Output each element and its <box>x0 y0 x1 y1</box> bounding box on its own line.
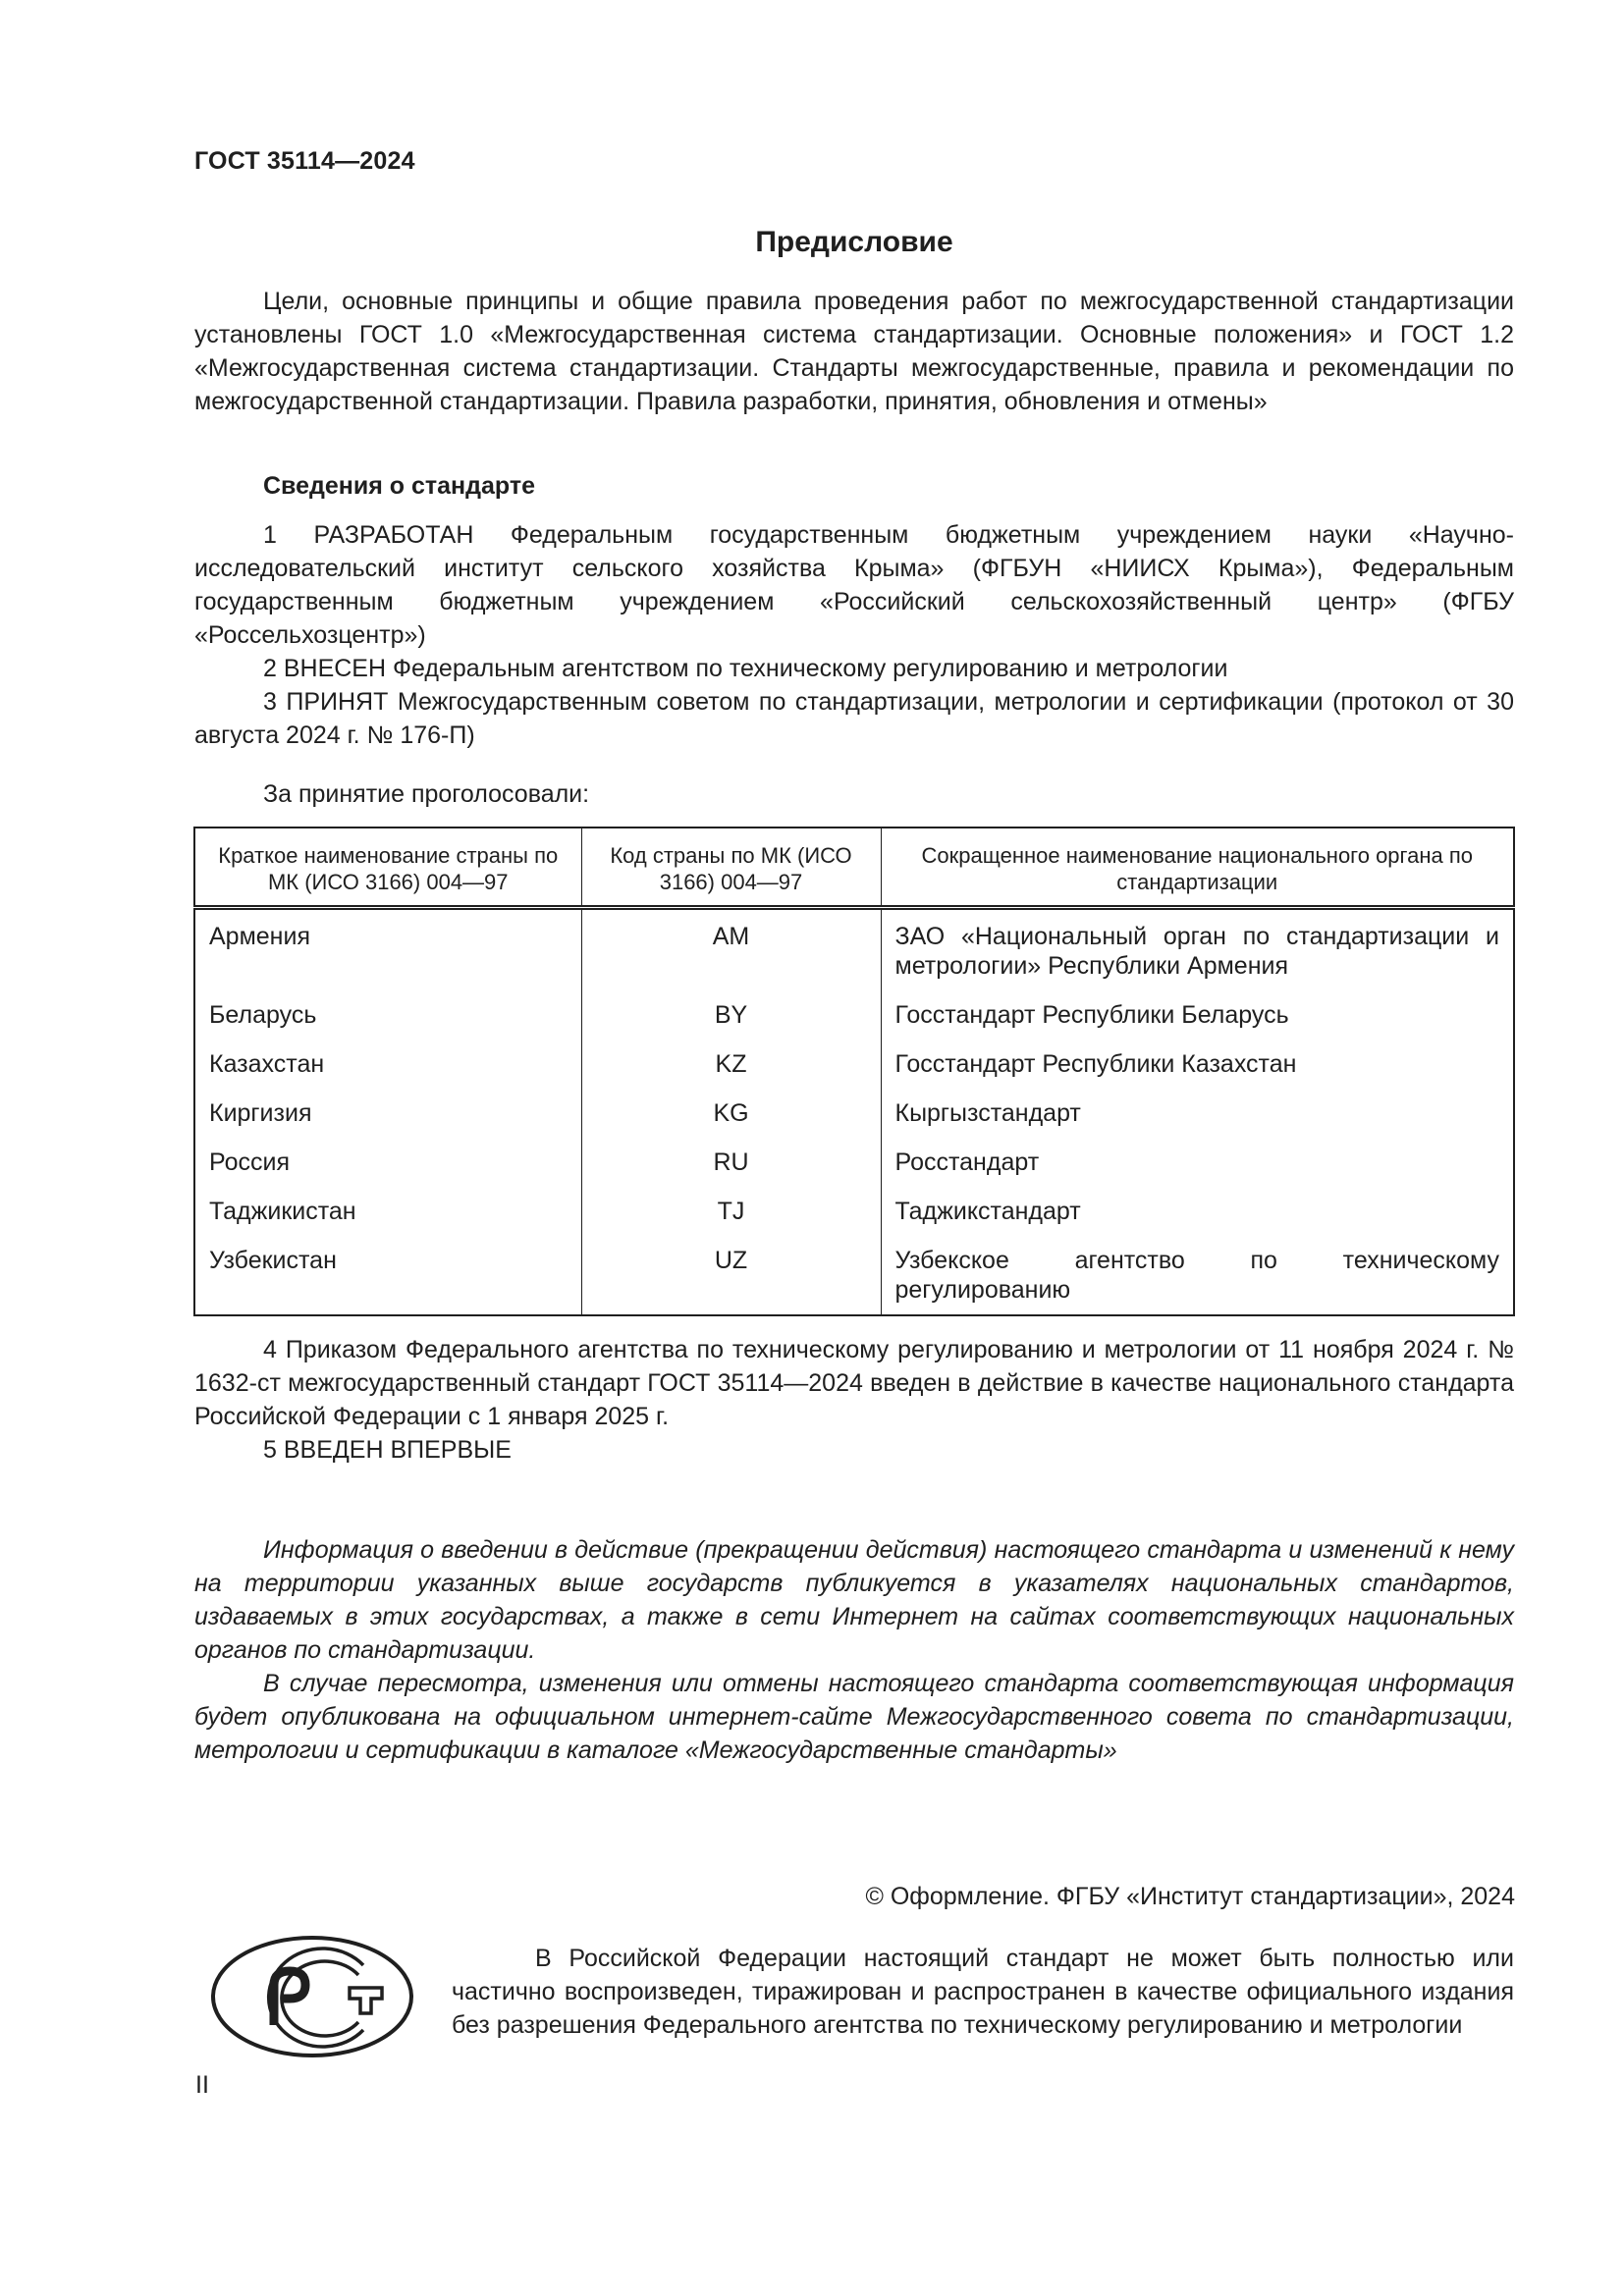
country-cell: Киргизия <box>194 1094 581 1143</box>
country-cell: Беларусь <box>194 995 581 1044</box>
voted-label-block <box>194 777 1514 811</box>
info-note-1: Информация о введении в действие (прекращении действия) настоящего стандарта и изменений к нему на территории указанных выше государств публикуется в указателях национальных стандартов, издаваемых в этих государствах, а также в сети Интернет на сайтах соответствующих национальных органов по стандартизации. <box>194 1536 1514 1664</box>
intro-paragraph: Цели, основные принципы и общие правила проведения работ по межгосударственной стандартизации установлены ГОСТ 1.0 «Межгосударственная система стандартизации. Основные положения» и ГОСТ 1.2 «Межгосударственная система стандартизации. Стандарты межгосударственные, правила и рекомендации по межгосударственной стандартизации. Правила разработки, принятия, обновления и отмены» <box>194 288 1514 415</box>
country-cell: Таджикистан <box>194 1192 581 1241</box>
body-cell: Росстандарт <box>894 1148 1040 1176</box>
body-cell: Кыргызстандарт <box>894 1099 1081 1127</box>
standard-info-section <box>194 469 1514 503</box>
body-cell: Узбекское агентство по техническому регулированию <box>894 1247 1499 1304</box>
column-header-country: Краткое наименование страны по МК (ИСО 3166) 004—97 <box>194 828 581 908</box>
country-cell: Узбекистан <box>194 1241 581 1315</box>
info-item-4: 4 Приказом Федерального агентства по техническому регулированию и метрологии от 11 ноября 2024 г. № 1632-ст межгосударственный стандарт ГОСТ 35114—2024 введен в действие в качестве национального стандарта Российской Федерации с 1 января 2025 г. <box>194 1336 1514 1430</box>
info-item-5: 5 ВВЕДЕН ВПЕРВЫЕ <box>263 1436 512 1464</box>
section-heading: Сведения о стандарте <box>263 472 536 500</box>
copyright-line: © Оформление. ФГБУ «Институт стандартизации», 2024 <box>865 1883 1515 1910</box>
table-row <box>194 908 1514 996</box>
code-cell: TJ <box>581 1192 881 1241</box>
body-cell: Таджикстандарт <box>894 1198 1081 1225</box>
info-note-2: В случае пересмотра, изменения или отмены настоящего стандарта соответствующая информация будет опубликована на официальном интернет-сайте Межгосударственного совета по стандартизации, метрологии и сертификации в каталоге «Межгосударственные стандарты» <box>194 1670 1514 1764</box>
info-item-1: 1 РАЗРАБОТАН Федеральным государственным бюджетным учреждением науки «Научно-исследовательский институт сельского хозяйства Крыма» (ФГБУН «НИИСХ Крыма»), Федеральным государственным бюджетным учреждением «Российский сельскохозяйственный центр» (ФГБУ «Россельхозцентр») <box>194 521 1514 649</box>
rst-certification-mark-icon <box>209 1934 415 2059</box>
info-notes <box>194 1533 1514 1767</box>
standard-info-items <box>194 518 1514 752</box>
code-cell: AM <box>581 908 881 996</box>
copyright-notice <box>452 1942 1514 2042</box>
country-cell: Россия <box>194 1143 581 1192</box>
code-cell: BY <box>581 995 881 1044</box>
column-header-code: Код страны по МК (ИСО 3166) 004—97 <box>581 828 881 908</box>
notice-text: В Российской Федерации настоящий стандарт не может быть полностью или частично воспроизведен, тиражирован и распространен в качестве официального издания без разрешения Федерального агентства по техническому регулированию и метрологии <box>452 1945 1514 2039</box>
table-row <box>194 1044 1514 1094</box>
body-cell: ЗАО «Национальный орган по стандартизации и метрологии» Республики Армения <box>894 923 1499 980</box>
voted-label: За принятие проголосовали: <box>263 780 590 808</box>
country-cell: Казахстан <box>194 1044 581 1094</box>
page-title: Предисловие <box>755 226 953 258</box>
table-header-row <box>194 828 1514 908</box>
body-cell: Госстандарт Республики Беларусь <box>894 1001 1289 1029</box>
code-cell: KG <box>581 1094 881 1143</box>
info-item-3: 3 ПРИНЯТ Межгосударственным советом по стандартизации, метрологии и сертификации (протокол от 30 августа 2024 г. № 176-П) <box>194 688 1514 749</box>
table-row <box>194 995 1514 1044</box>
page-number: II <box>195 2071 209 2099</box>
table-row <box>194 1192 1514 1241</box>
info-item-2: 2 ВНЕСЕН Федеральным агентством по техническому регулированию и метрологии <box>263 655 1228 682</box>
document-code: ГОСТ 35114—2024 <box>194 147 415 175</box>
standard-info-items-after <box>194 1333 1514 1467</box>
column-header-body: Сокращенное наименование национального органа по стандартизации <box>881 828 1514 908</box>
code-cell: RU <box>581 1143 881 1192</box>
table-row <box>194 1241 1514 1315</box>
intro-section <box>194 285 1514 418</box>
code-cell: UZ <box>581 1241 881 1315</box>
country-cell: Армения <box>194 908 581 996</box>
vote-table <box>193 827 1515 1316</box>
code-cell: KZ <box>581 1044 881 1094</box>
body-cell: Госстандарт Республики Казахстан <box>894 1050 1297 1078</box>
table-row <box>194 1094 1514 1143</box>
table-row <box>194 1143 1514 1192</box>
